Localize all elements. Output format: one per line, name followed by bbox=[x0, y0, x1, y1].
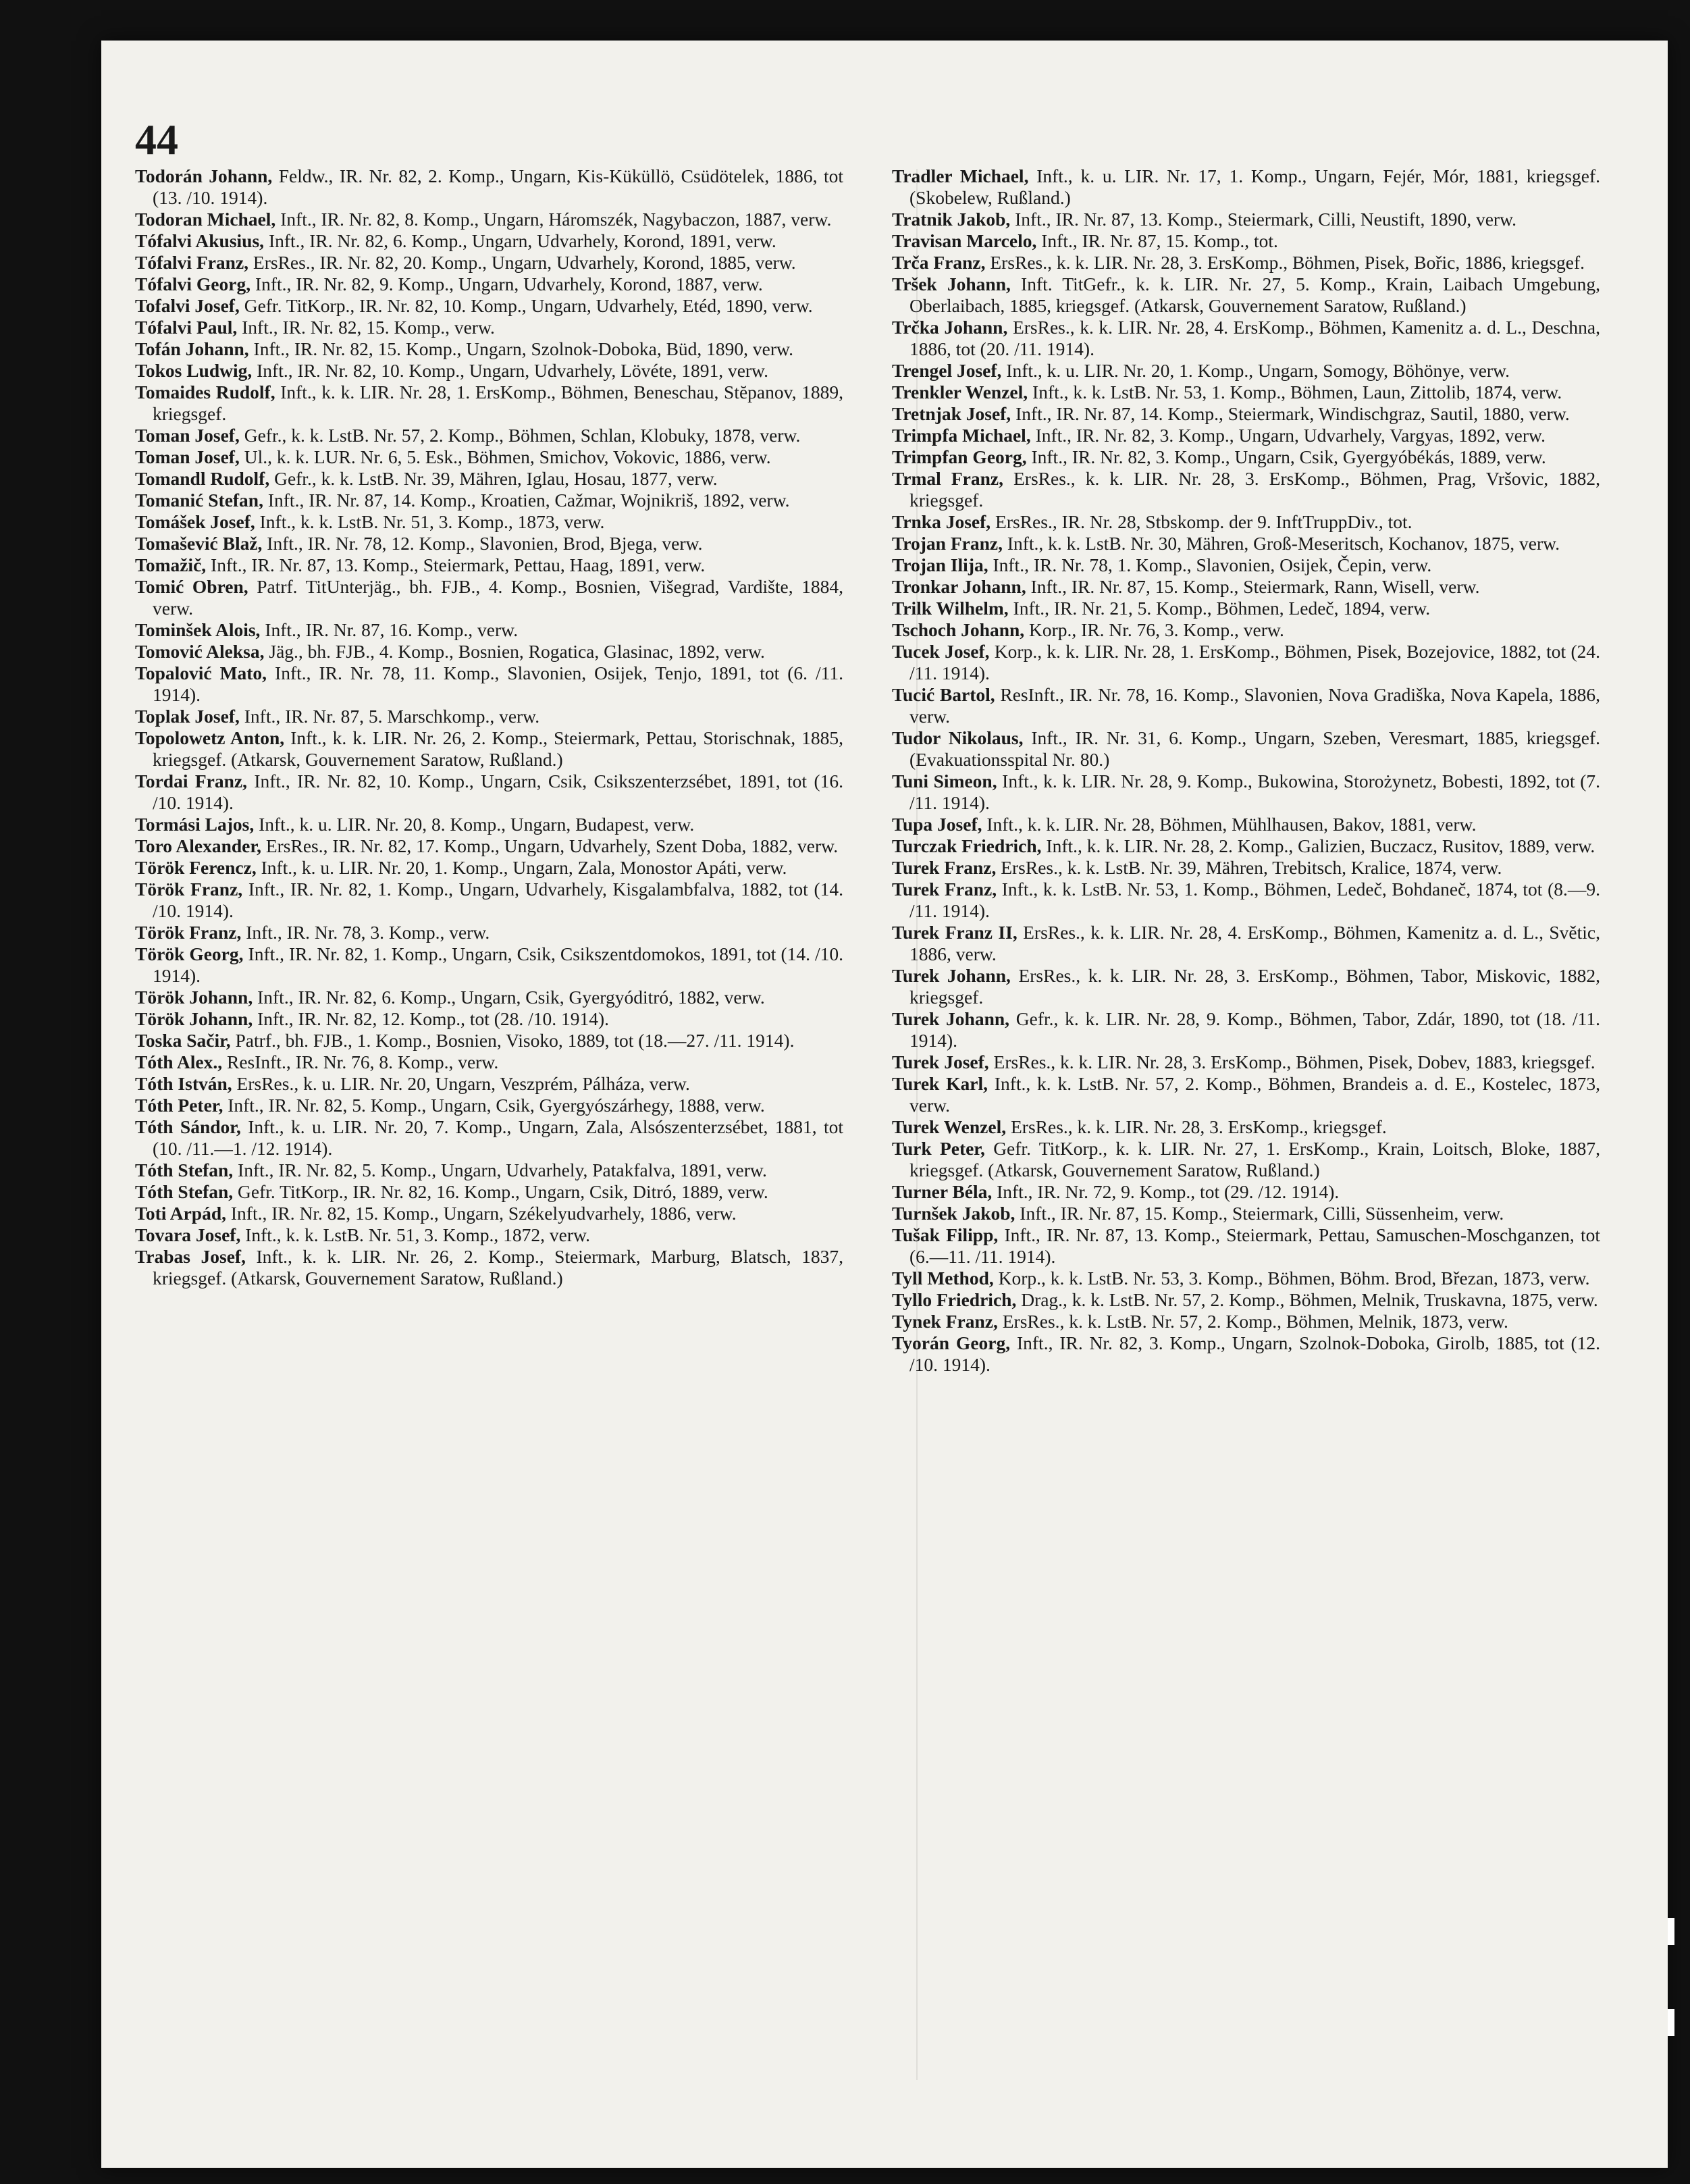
casualty-entry bbox=[892, 511, 1600, 533]
entry-details: Inft., IR. Nr. 82, 10. Komp., Ungarn, Csik, Csikszenterzsébet, 1891, tot (16. /10. 1914). bbox=[153, 771, 843, 813]
entry-name: Tóth Stefan, bbox=[135, 1160, 234, 1180]
entry-details: Inft., k. k. LstB. Nr. 53, 1. Komp., Böhmen, Laun, Zittolib, 1874, verw. bbox=[1028, 382, 1562, 402]
entry-name: Turek Wenzel, bbox=[892, 1116, 1007, 1137]
entry-name: Török Johann, bbox=[135, 1008, 253, 1029]
scan-edge-mark bbox=[1668, 2009, 1674, 2036]
entry-details: Inft., IR. Nr. 87, 5. Marschkomp., verw. bbox=[239, 706, 540, 727]
entry-details: Inft., k. u. LIR. Nr. 20, 7. Komp., Ungarn, Zala, Alsószenterzsébet, 1881, tot (10. /11.—1. /12. 1914). bbox=[153, 1116, 844, 1159]
casualty-entry bbox=[135, 209, 843, 230]
entry-details: Inft., IR. Nr. 82, 15. Komp., verw. bbox=[237, 317, 495, 338]
entry-name: Török Ferencz, bbox=[135, 857, 257, 878]
entry-details: Drag., k. k. LstB. Nr. 57, 2. Komp., Böhmen, Melnik, Truskavna, 1875, verw. bbox=[1016, 1289, 1598, 1310]
entry-name: Trengel Josef, bbox=[892, 360, 1002, 381]
entry-name: Török Franz, bbox=[135, 879, 243, 900]
casualty-entry bbox=[135, 490, 843, 511]
entry-name: Tófalvi Georg, bbox=[135, 274, 251, 294]
entry-details: ErsRes., k. k. LIR. Nr. 28, 4. ErsKomp., Böhmen, Kamenitz a. d. L., Světic, 1886, verw. bbox=[909, 922, 1600, 964]
entry-details: Inft., k. k. LstB. Nr. 57, 2. Komp., Böhmen, Brandeis a. d. E., Kostelec, 1873, verw. bbox=[909, 1073, 1600, 1116]
entry-details: Inft., IR. Nr. 78, 1. Komp., Slavonien, Osijek, Čepin, verw. bbox=[988, 554, 1432, 575]
entry-name: Trilk Wilhelm, bbox=[892, 598, 1009, 619]
entry-details: Inft., IR. Nr. 82, 9. Komp., Ungarn, Udvarhely, Korond, 1887, verw. bbox=[250, 274, 763, 294]
entry-name: Tyorán Georg, bbox=[892, 1332, 1011, 1353]
casualty-entry bbox=[135, 835, 843, 857]
casualty-entry bbox=[135, 1008, 843, 1030]
entry-name: Tyllo Friedrich, bbox=[892, 1289, 1017, 1310]
entry-details: Inft., k. u. LIR. Nr. 20, 8. Komp., Ungarn, Budapest, verw. bbox=[254, 814, 695, 835]
entry-details: Inft., k. k. LIR. Nr. 28, 2. Komp., Galizien, Buczacz, Rusitov, 1889, verw. bbox=[1041, 835, 1595, 856]
casualty-entry bbox=[135, 1224, 843, 1246]
casualty-entry bbox=[892, 1051, 1600, 1073]
casualty-entry bbox=[892, 533, 1600, 554]
entry-details: Inft., IR. Nr. 87, 13. Komp., Steiermark, Pettau, Samuschen-Moschganzen, tot (6.—11. /11. 1914). bbox=[909, 1224, 1601, 1267]
entry-name: Toman Josef, bbox=[135, 425, 240, 446]
entry-details: Inft., IR. Nr. 87, 15. Komp., Steiermark, Rann, Wisell, verw. bbox=[1026, 576, 1480, 597]
entry-details: ErsRes., k. k. LIR. Nr. 28, 4. ErsKomp., Böhmen, Kamenitz a. d. L., Deschna, 1886, tot (20. /11. 1914). bbox=[909, 317, 1600, 359]
entry-details: Feldw., IR. Nr. 82, 2. Komp., Ungarn, Kis-Küküllö, Csüdötelek, 1886, tot (13. /10. 1914). bbox=[153, 165, 843, 208]
entry-details: ResInft., IR. Nr. 76, 8. Komp., verw. bbox=[222, 1051, 499, 1072]
page-number: 44 bbox=[135, 115, 178, 163]
entry-details: Inft., IR. Nr. 78, 11. Komp., Slavonien, Osijek, Tenjo, 1891, tot (6. /11. 1914). bbox=[153, 662, 843, 705]
entry-name: Tófalvi Franz, bbox=[135, 252, 249, 273]
casualty-entry bbox=[892, 619, 1600, 641]
casualty-entry bbox=[892, 727, 1600, 771]
entry-details: Inft., IR. Nr. 87, 13. Komp., Steiermark, Pettau, Haag, 1891, verw. bbox=[206, 554, 706, 575]
casualty-entry bbox=[892, 425, 1600, 446]
entry-name: Turnšek Jakob, bbox=[892, 1203, 1015, 1224]
casualty-entry bbox=[135, 1160, 843, 1181]
entry-details: Inft., IR. Nr. 82, 5. Komp., Ungarn, Csik, Gyergyószárhegy, 1888, verw. bbox=[223, 1095, 765, 1116]
entry-details: Inft. TitGefr., k. k. LIR. Nr. 27, 5. Komp., Krain, Laibach Umgebung, Oberlaibach, 1885, kriegsgef. (Atkarsk, Gouvernement Saratow, Rußland.) bbox=[909, 274, 1600, 316]
entry-name: Tomažič, bbox=[135, 554, 207, 575]
casualty-entry bbox=[892, 1268, 1600, 1289]
entry-details: Inft., k. u. LIR. Nr. 17, 1. Komp., Ungarn, Fejér, Mór, 1881, kriegsgef. (Skobelew, Rußland.) bbox=[909, 165, 1600, 208]
entry-name: Trimpfa Michael, bbox=[892, 425, 1031, 446]
entry-details: Inft., IR. Nr. 82, 3. Komp., Ungarn, Csik, Gyergyóbékás, 1889, verw. bbox=[1026, 446, 1546, 467]
entry-details: Inft., k. k. LstB. Nr. 51, 3. Komp., 1873, verw. bbox=[255, 511, 605, 532]
casualty-entry bbox=[135, 446, 843, 468]
casualty-entry bbox=[892, 922, 1600, 965]
entry-name: Turk Peter, bbox=[892, 1138, 985, 1159]
entry-details: Inft., IR. Nr. 72, 9. Komp., tot (29. /12. 1914). bbox=[992, 1181, 1340, 1202]
entry-name: Tovara Josef, bbox=[135, 1224, 241, 1245]
casualty-entry bbox=[135, 554, 843, 576]
entry-name: Tradler Michael, bbox=[892, 165, 1029, 186]
entry-name: Tófalvi Akusius, bbox=[135, 230, 265, 251]
entry-details: ErsRes., IR. Nr. 82, 20. Komp., Ungarn, Udvarhely, Korond, 1885, verw. bbox=[248, 252, 796, 273]
scan-edge-mark bbox=[1668, 1918, 1674, 1945]
casualty-entry bbox=[892, 1073, 1600, 1116]
casualty-entry bbox=[892, 317, 1600, 360]
entry-details: Inft., IR. Nr. 82, 1. Komp., Ungarn, Csik, Csikszentdomokos, 1891, tot (14. /10. 1914). bbox=[153, 943, 843, 986]
entry-details: Inft., IR. Nr. 87, 15. Komp., Steiermark, Cilli, Süssenheim, verw. bbox=[1015, 1203, 1504, 1224]
entry-details: Patrf., bh. FJB., 1. Komp., Bosnien, Visoko, 1889, tot (18.—27. /11. 1914). bbox=[230, 1030, 795, 1051]
entry-name: Turek Franz, bbox=[892, 857, 997, 878]
entry-details: Inft., k. u. LIR. Nr. 20, 1. Komp., Ungarn, Zala, Monostor Apáti, verw. bbox=[256, 857, 787, 878]
entry-name: Tominšek Alois, bbox=[135, 619, 261, 640]
casualty-entry bbox=[892, 1181, 1600, 1203]
entry-name: Turek Johann, bbox=[892, 965, 1011, 986]
casualty-entry bbox=[892, 835, 1600, 857]
entry-name: Tormási Lajos, bbox=[135, 814, 255, 835]
casualty-entry bbox=[135, 425, 843, 446]
entry-details: Inft., IR. Nr. 78, 12. Komp., Slavonien, Brod, Bjega, verw. bbox=[262, 533, 703, 554]
casualty-entry bbox=[135, 252, 843, 274]
casualty-entry bbox=[135, 706, 843, 727]
entry-name: Tóth Peter, bbox=[135, 1095, 223, 1116]
casualty-entry bbox=[135, 727, 843, 771]
entry-name: Tudor Nikolaus, bbox=[892, 727, 1024, 748]
entry-details: Inft., IR. Nr. 82, 3. Komp., Ungarn, Szolnok-Doboka, Girolb, 1885, tot (12. /10. 1914). bbox=[909, 1332, 1600, 1375]
entry-name: Tršek Johann, bbox=[892, 274, 1011, 294]
casualty-entry bbox=[135, 295, 843, 317]
entry-details: Korp., IR. Nr. 76, 3. Komp., verw. bbox=[1024, 619, 1284, 640]
casualty-entry bbox=[135, 662, 843, 706]
casualty-entry bbox=[135, 317, 843, 338]
casualty-entry bbox=[892, 684, 1600, 727]
entry-name: Todoran Michael, bbox=[135, 209, 276, 230]
entry-name: Tomaides Rudolf, bbox=[135, 382, 275, 402]
casualty-entry bbox=[892, 382, 1600, 403]
entry-name: Tretnjak Josef, bbox=[892, 403, 1011, 424]
entry-name: Tofán Johann, bbox=[135, 338, 249, 359]
casualty-entry bbox=[892, 1332, 1600, 1376]
casualty-entry bbox=[892, 554, 1600, 576]
casualty-entry bbox=[892, 1116, 1600, 1138]
entry-details: Inft., IR. Nr. 82, 5. Komp., Ungarn, Udvarhely, Patakfalva, 1891, verw. bbox=[233, 1160, 767, 1180]
entry-details: ErsRes., k. k. LIR. Nr. 28, 3. ErsKomp., Böhmen, Pisek, Bořic, 1886, kriegsgef. bbox=[985, 252, 1585, 273]
casualty-entry bbox=[892, 1311, 1600, 1332]
entry-details: Inft., k. k. LIR. Nr. 26, 2. Komp., Steiermark, Marburg, Blatsch, 1837, kriegsgef. (Atkarsk, Gouvernement Saratow, Rußland.) bbox=[153, 1246, 843, 1289]
entry-details: Gefr. TitKorp., IR. Nr. 82, 16. Komp., Ungarn, Csik, Ditró, 1889, verw. bbox=[233, 1181, 768, 1202]
entry-name: Tóth Sándor, bbox=[135, 1116, 241, 1137]
casualty-entry bbox=[135, 857, 843, 879]
entry-details: Ul., k. k. LUR. Nr. 6, 5. Esk., Böhmen, Smichov, Vokovic, 1886, verw. bbox=[239, 446, 771, 467]
entry-name: Trojan Ilija, bbox=[892, 554, 988, 575]
casualty-entry bbox=[892, 230, 1600, 252]
entry-details: ErsRes., k. k. LIR. Nr. 28, 3. ErsKomp., Böhmen, Prag, Vršovic, 1882, kriegsgef. bbox=[909, 468, 1600, 511]
entry-name: Tóth Alex., bbox=[135, 1051, 223, 1072]
entry-details: Inft., IR. Nr. 82, 15. Komp., Ungarn, Székelyudvarhely, 1886, verw. bbox=[226, 1203, 737, 1224]
entry-name: Tordai Franz, bbox=[135, 771, 247, 791]
casualty-entry bbox=[135, 1203, 843, 1224]
entry-details: ErsRes., k. k. LstB. Nr. 57, 2. Komp., Böhmen, Melnik, 1873, verw. bbox=[997, 1311, 1508, 1332]
entry-details: Gefr., k. k. LstB. Nr. 39, Mähren, Iglau, Hosau, 1877, verw. bbox=[269, 468, 718, 489]
casualty-entry bbox=[135, 943, 843, 987]
entry-name: Tušak Filipp, bbox=[892, 1224, 999, 1245]
entry-details: Gefr., k. k. LIR. Nr. 28, 9. Komp., Böhmen, Tabor, Zdár, 1890, tot (18. /11. 1914). bbox=[909, 1008, 1600, 1051]
casualty-entry bbox=[135, 533, 843, 554]
casualty-entry bbox=[135, 382, 843, 425]
entry-name: Toplak Josef, bbox=[135, 706, 240, 727]
casualty-entry bbox=[892, 274, 1600, 317]
entry-details: Inft., IR. Nr. 87, 16. Komp., verw. bbox=[260, 619, 519, 640]
entry-name: Tofalvi Josef, bbox=[135, 295, 240, 316]
casualty-entry bbox=[892, 857, 1600, 879]
entry-name: Turek Karl, bbox=[892, 1073, 988, 1094]
entry-name: Turner Béla, bbox=[892, 1181, 993, 1202]
entry-name: Tyll Method, bbox=[892, 1268, 994, 1289]
entry-details: Inft., k. k. LIR. Nr. 28, 1. ErsKomp., Böhmen, Beneschau, Stĕpanov, 1889, kriegsgef. bbox=[153, 382, 843, 424]
casualty-entry bbox=[892, 1138, 1600, 1181]
entry-details: Gefr. TitKorp., k. k. LIR. Nr. 27, 1. ErsKomp., Krain, Loitsch, Bloke, 1887, kriegsgef. (Atkarsk, Gouvernement Saratow, Rußland.) bbox=[909, 1138, 1600, 1180]
casualty-entry bbox=[892, 1203, 1600, 1224]
entry-name: Török Franz, bbox=[135, 922, 242, 943]
entry-name: Tokos Ludwig, bbox=[135, 360, 253, 381]
casualty-entry bbox=[892, 165, 1600, 209]
entry-name: Turek Franz II, bbox=[892, 922, 1018, 943]
entry-name: Tófalvi Paul, bbox=[135, 317, 238, 338]
entry-name: Toman Josef, bbox=[135, 446, 240, 467]
entry-name: Tynek Franz, bbox=[892, 1311, 998, 1332]
casualty-entry bbox=[892, 252, 1600, 274]
entry-name: Turczak Friedrich, bbox=[892, 835, 1042, 856]
casualty-entry bbox=[892, 771, 1600, 814]
entry-name: Trenkler Wenzel, bbox=[892, 382, 1028, 402]
entry-details: Inft., k. k. LstB. Nr. 51, 3. Komp., 1872, verw. bbox=[240, 1224, 590, 1245]
entry-details: ErsRes., k. k. LIR. Nr. 28, 3. ErsKomp., Böhmen, Tabor, Miskovic, 1882, kriegsgef. bbox=[909, 965, 1600, 1008]
casualty-entry bbox=[135, 814, 843, 835]
casualty-entry bbox=[135, 1246, 843, 1289]
casualty-entry bbox=[892, 814, 1600, 835]
entry-name: Trmal Franz, bbox=[892, 468, 1003, 489]
entry-details: Inft., k. k. LIR. Nr. 28, 9. Komp., Bukowina, Storożynetz, Bobesti, 1892, tot (7. /11. 1914). bbox=[909, 771, 1601, 813]
entry-details: Inft., IR. Nr. 82, 1. Komp., Ungarn, Udvarhely, Kisgalambfalva, 1882, tot (14. /10. 1914). bbox=[153, 879, 843, 921]
entry-details: ErsRes., IR. Nr. 82, 17. Komp., Ungarn, Udvarhely, Szent Doba, 1882, verw. bbox=[261, 835, 839, 856]
casualty-entry bbox=[135, 641, 843, 662]
entry-details: Inft., IR. Nr. 82, 3. Komp., Ungarn, Udvarhely, Vargyas, 1892, verw. bbox=[1030, 425, 1546, 446]
casualty-entry bbox=[135, 771, 843, 814]
casualty-entry bbox=[892, 879, 1600, 922]
entry-details: Inft., IR. Nr. 21, 5. Komp., Böhmen, Ledeč, 1894, verw. bbox=[1008, 598, 1431, 619]
casualty-entry bbox=[135, 274, 843, 295]
casualty-entry bbox=[135, 987, 843, 1008]
casualty-entry bbox=[135, 1073, 843, 1095]
entry-details: ErsRes., k. u. LIR. Nr. 20, Ungarn, Veszprém, Pálháza, verw. bbox=[232, 1073, 690, 1094]
entry-name: Tomášek Josef, bbox=[135, 511, 255, 532]
entry-name: Tomašević Blaž, bbox=[135, 533, 263, 554]
entry-name: Török Georg, bbox=[135, 943, 244, 964]
entry-details: Inft., IR. Nr. 87, 14. Komp., Steiermark, Windischgraz, Sautil, 1880, verw. bbox=[1011, 403, 1570, 424]
casualty-entry bbox=[135, 511, 843, 533]
entry-name: Trča Franz, bbox=[892, 252, 986, 273]
casualty-entry bbox=[892, 641, 1600, 684]
entry-details: Inft., IR. Nr. 78, 3. Komp., verw. bbox=[241, 922, 490, 943]
entry-name: Toro Alexander, bbox=[135, 835, 261, 856]
casualty-entry bbox=[135, 1095, 843, 1116]
entry-name: Tóth István, bbox=[135, 1073, 232, 1094]
casualty-entry bbox=[135, 1116, 843, 1160]
entry-details: Korp., k. k. LIR. Nr. 28, 1. ErsKomp., Böhmen, Pisek, Bozejovice, 1882, tot (24. /11. 1914). bbox=[909, 641, 1600, 683]
casualty-entry bbox=[892, 1224, 1600, 1268]
entry-details: Inft., IR. Nr. 82, 12. Komp., tot (28. /10. 1914). bbox=[253, 1008, 610, 1029]
entry-details: ErsRes., IR. Nr. 28, Stbskomp. der 9. InftTruppDiv., tot. bbox=[991, 511, 1412, 532]
entry-details: Inft., k. k. LstB. Nr. 30, Mähren, Groß-Meseritsch, Kochanov, 1875, verw. bbox=[1002, 533, 1560, 554]
entry-name: Trabas Josef, bbox=[135, 1246, 246, 1267]
entry-details: Inft., k. k. LstB. Nr. 53, 1. Komp., Böhmen, Ledeč, Bohdaneč, 1874, tot (8.—9. /11. 1914). bbox=[909, 879, 1600, 921]
entry-name: Toska Sačir, bbox=[135, 1030, 231, 1051]
entry-details: Inft., IR. Nr. 87, 15. Komp., tot. bbox=[1036, 230, 1278, 251]
casualty-entry bbox=[892, 209, 1600, 230]
entry-details: Inft., IR. Nr. 87, 13. Komp., Steiermark, Cilli, Neustift, 1890, verw. bbox=[1010, 209, 1517, 230]
casualty-entry bbox=[892, 468, 1600, 511]
casualty-entry bbox=[892, 1008, 1600, 1051]
casualty-entry bbox=[135, 165, 843, 209]
right-column bbox=[892, 165, 1600, 1376]
entry-name: Trojan Franz, bbox=[892, 533, 1003, 554]
entry-details: ErsRes., k. k. LIR. Nr. 28, 3. ErsKomp., kriegsgef. bbox=[1006, 1116, 1387, 1137]
casualty-entry bbox=[135, 1030, 843, 1051]
casualty-entry bbox=[135, 619, 843, 641]
entry-details: Inft., IR. Nr. 82, 8. Komp., Ungarn, Háromszék, Nagybaczon, 1887, verw. bbox=[275, 209, 832, 230]
casualty-entry bbox=[135, 468, 843, 490]
entry-name: Topalović Mato, bbox=[135, 662, 267, 683]
entry-name: Tóth Stefan, bbox=[135, 1181, 234, 1202]
entry-details: Gefr., k. k. LstB. Nr. 57, 2. Komp., Böhmen, Schlan, Klobuky, 1878, verw. bbox=[239, 425, 801, 446]
entry-details: Inft., IR. Nr. 87, 14. Komp., Kroatien, Cažmar, Wojnikriš, 1892, verw. bbox=[263, 490, 790, 511]
entry-name: Tomanić Stefan, bbox=[135, 490, 263, 511]
entry-name: Tratnik Jakob, bbox=[892, 209, 1011, 230]
casualty-entry bbox=[892, 576, 1600, 598]
entry-details: Jäg., bh. FJB., 4. Komp., Bosnien, Rogatica, Glasinac, 1892, verw. bbox=[264, 641, 765, 662]
entry-name: Török Johann, bbox=[135, 987, 253, 1008]
entry-details: Korp., k. k. LstB. Nr. 53, 3. Komp., Böhmen, Böhm. Brod, Březan, 1873, verw. bbox=[993, 1268, 1590, 1289]
entry-details: Inft., k. u. LIR. Nr. 20, 1. Komp., Ungarn, Somogy, Böhönye, verw. bbox=[1001, 360, 1510, 381]
entry-name: Turek Johann, bbox=[892, 1008, 1010, 1029]
entry-name: Tronkar Johann, bbox=[892, 576, 1026, 597]
entry-name: Tuni Simeon, bbox=[892, 771, 997, 791]
entry-details: Patrf. TitUnterjäg., bh. FJB., 4. Komp., Bosnien, Višegrad, Vardište, 1884, verw. bbox=[153, 576, 843, 619]
entry-details: Inft., IR. Nr. 31, 6. Komp., Ungarn, Szeben, Veresmart, 1885, kriegsgef. (Evakuationsspital Nr. 80.) bbox=[909, 727, 1601, 770]
entry-name: Trnka Josef, bbox=[892, 511, 991, 532]
entry-name: Topolowetz Anton, bbox=[135, 727, 285, 748]
entry-name: Tomandl Rudolf, bbox=[135, 468, 270, 489]
entry-details: ErsRes., k. k. LIR. Nr. 28, 3. ErsKomp., Böhmen, Pisek, Dobev, 1883, kriegsgef. bbox=[988, 1051, 1595, 1072]
casualty-entry bbox=[892, 1289, 1600, 1311]
casualty-entry bbox=[135, 922, 843, 943]
casualty-entry bbox=[135, 879, 843, 922]
entry-details: Inft., IR. Nr. 82, 15. Komp., Ungarn, Szolnok-Doboka, Büd, 1890, verw. bbox=[248, 338, 793, 359]
entry-name: Tucić Bartol, bbox=[892, 684, 995, 705]
entry-details: Gefr. TitKorp., IR. Nr. 82, 10. Komp., Ungarn, Udvarhely, Etéd, 1890, verw. bbox=[239, 295, 813, 316]
casualty-entry bbox=[135, 1051, 843, 1073]
entry-name: Turek Franz, bbox=[892, 879, 997, 900]
entry-details: ResInft., IR. Nr. 78, 16. Komp., Slavonien, Nova Gradiška, Nova Kapela, 1886, verw. bbox=[909, 684, 1601, 727]
entry-name: Toti Arpád, bbox=[135, 1203, 227, 1224]
entry-name: Trimpfan Georg, bbox=[892, 446, 1027, 467]
entry-name: Todorán Johann, bbox=[135, 165, 273, 186]
entry-name: Turek Josef, bbox=[892, 1051, 989, 1072]
casualty-entry bbox=[892, 403, 1600, 425]
casualty-entry bbox=[135, 1181, 843, 1203]
casualty-entry bbox=[892, 965, 1600, 1008]
entry-name: Tupa Josef, bbox=[892, 814, 982, 835]
left-column bbox=[135, 165, 843, 1376]
entry-details: Inft., k. k. LIR. Nr. 28, Böhmen, Mühlhausen, Bakov, 1881, verw. bbox=[982, 814, 1477, 835]
entry-columns bbox=[135, 165, 1600, 1376]
casualty-entry bbox=[135, 230, 843, 252]
entry-name: Tomić Obren, bbox=[135, 576, 248, 597]
entry-details: Inft., IR. Nr. 82, 10. Komp., Ungarn, Udvarhely, Lövéte, 1891, verw. bbox=[252, 360, 768, 381]
entry-name: Trčka Johann, bbox=[892, 317, 1008, 338]
casualty-entry bbox=[892, 446, 1600, 468]
entry-details: Inft., k. k. LIR. Nr. 26, 2. Komp., Steiermark, Pettau, Storischnak, 1885, kriegsgef. (Atkarsk, Gouvernement Saratow, Rußland.) bbox=[153, 727, 843, 770]
entry-name: Tschoch Johann, bbox=[892, 619, 1025, 640]
entry-name: Travisan Marcelo, bbox=[892, 230, 1037, 251]
entry-details: Inft., IR. Nr. 82, 6. Komp., Ungarn, Csik, Gyergyóditró, 1882, verw. bbox=[253, 987, 765, 1008]
casualty-entry bbox=[892, 598, 1600, 619]
entry-details: ErsRes., k. k. LstB. Nr. 39, Mähren, Trebitsch, Kralice, 1874, verw. bbox=[996, 857, 1502, 878]
casualty-entry bbox=[135, 360, 843, 382]
entry-details: Inft., IR. Nr. 82, 6. Komp., Ungarn, Udvarhely, Korond, 1891, verw. bbox=[264, 230, 776, 251]
entry-name: Tomović Aleksa, bbox=[135, 641, 265, 662]
entry-name: Tucek Josef, bbox=[892, 641, 990, 662]
casualty-entry bbox=[892, 360, 1600, 382]
casualty-entry bbox=[135, 338, 843, 360]
casualty-entry bbox=[135, 576, 843, 619]
